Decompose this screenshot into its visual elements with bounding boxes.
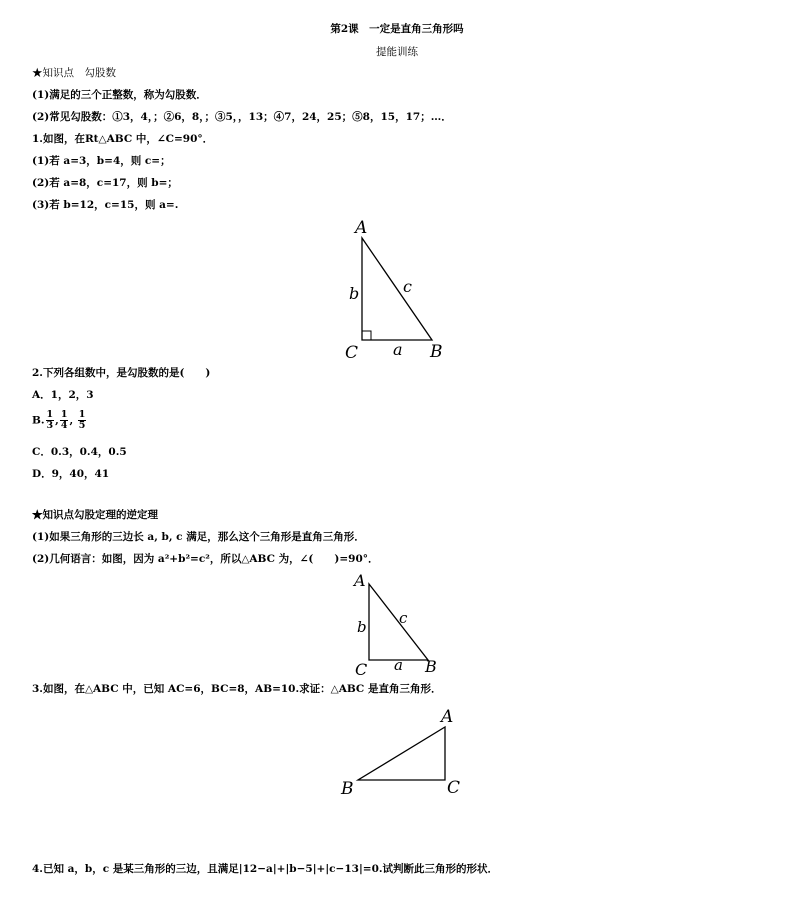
section2-line1: (1)如果三角形的三边长 a, b, c 满足，那么这个三角形是直角三角形． <box>32 531 365 543</box>
q1-part3: (3)若 b=12，c=15，则 a=. <box>32 199 179 211</box>
section1-heading: ★知识点 勾股数 <box>32 67 116 79</box>
page-title: 第2课 一定是直角三角形吗 <box>330 23 464 35</box>
q1-part1: (1)若 a=3，b=4，则 c=； <box>32 155 171 167</box>
section2-heading: ★知识点勾股定理的逆定理 <box>32 509 158 521</box>
section1-line2: (2)常见勾股数：①3，4，；②6，8，；③5，，13；④7，24，25；⑤8，15，17；…． <box>32 111 452 123</box>
q2-option-b: B. $\frac{1}{3}$ , $\frac{1}{4}$ , $\frac{1}{5}$ <box>32 409 86 431</box>
vertex-A-label: A <box>354 571 366 590</box>
side-a-label: a <box>393 340 403 359</box>
side-b-label: b <box>357 618 367 636</box>
fraction-1-4: $\frac{1}{4}$ <box>60 409 68 431</box>
side-c-label: c <box>399 609 408 627</box>
triangle-3 <box>358 727 445 780</box>
page-subtitle: 提能训练 <box>376 46 418 58</box>
vertex-C-label: C <box>447 778 461 798</box>
vertex-A-label: A <box>441 707 454 727</box>
vertex-C-label: C <box>355 660 368 679</box>
vertex-B-label: B <box>430 342 443 362</box>
q2-option-c: C．0.3，0.4，0.5 <box>32 446 127 458</box>
q2-option-d: D．9，40，41 <box>32 468 110 480</box>
q3-stem: 3.如图，在△ABC 中，已知 AC=6，BC=8，AB=10.求证：△ABC 是直角三角形． <box>32 683 442 695</box>
q2-option-a: A．1，2，3 <box>32 389 94 401</box>
vertex-B-label: B <box>425 657 437 676</box>
fraction-1-5: $\frac{1}{5}$ <box>78 409 86 431</box>
q4-stem: 4.已知 a，b，c 是某三角形的三边，且满足|12−a|+|b−5|+|c−13|=0.试判断此三角形的形状． <box>32 863 499 875</box>
fraction-1-3: $\frac{1}{3}$ <box>46 409 54 431</box>
vertex-A-label: A <box>355 218 368 238</box>
q2-option-b-prefix: B. <box>32 414 45 427</box>
section2-line2: (2)几何语言：如图，因为 a²+b²=c²，所以△ABC 为，∠( )=90°． <box>32 553 379 565</box>
side-c-label: c <box>403 277 412 296</box>
side-b-label: b <box>349 284 360 303</box>
q2-stem: 2.下列各组数中，是勾股数的是( ) <box>32 367 211 379</box>
q1-part2: (2)若 a=8，c=17，则 b=； <box>32 177 178 189</box>
section1-line1: (1)满足的三个正整数，称为勾股数． <box>32 89 207 101</box>
vertex-B-label: B <box>341 779 354 799</box>
vertex-C-label: C <box>345 343 359 363</box>
side-a-label: a <box>394 656 403 674</box>
q1-stem: 1.如图，在Rt△ABC 中，∠C=90°． <box>32 133 214 145</box>
